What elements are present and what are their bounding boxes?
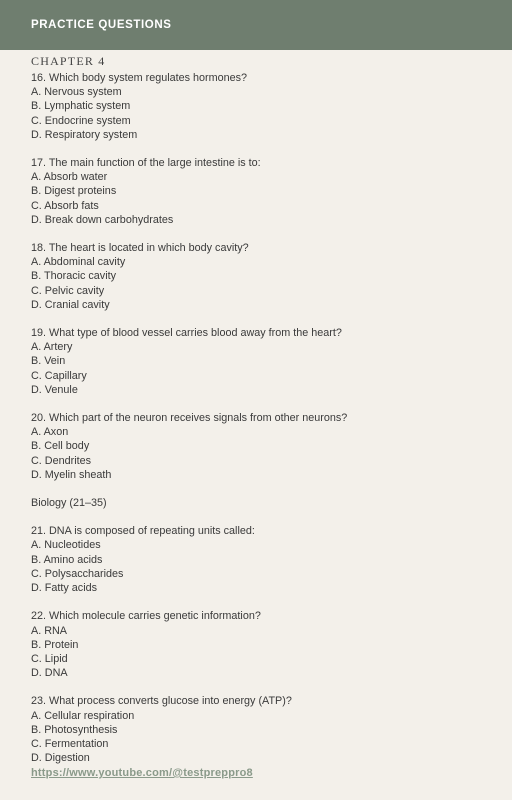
answer-option: D. Venule (31, 383, 78, 396)
question-text: 21. DNA is composed of repeating units called: (31, 525, 255, 538)
content (0, 50, 512, 765)
question-list-a (31, 71, 481, 482)
question-block (31, 411, 481, 482)
answer-option: C. Dendrites (31, 454, 92, 467)
answer-option: B. Digest proteins (31, 185, 117, 198)
answer-option: C. Endocrine system (31, 114, 131, 127)
question-block (31, 524, 481, 595)
answer-option: A. Nervous system (31, 86, 122, 99)
answer-option: C. Polysaccharides (31, 567, 124, 580)
question-text: 19. What type of blood vessel carries blood away from the heart? (31, 327, 342, 340)
answer-option: C. Fermentation (31, 737, 109, 750)
answer-option: D. Fatty acids (31, 582, 97, 595)
question-text: 16. Which body system regulates hormones? (31, 72, 248, 84)
answer-option: D. Myelin sheath (31, 468, 112, 481)
question-text: 20. Which part of the neuron receives signals from other neurons? (31, 412, 348, 425)
question-text: 22. Which molecule carries genetic information? (31, 610, 261, 623)
answer-option: A. Absorb water (31, 171, 108, 184)
question-list-b (31, 524, 481, 765)
answer-option: B. Lymphatic system (31, 100, 131, 113)
answer-option: B. Vein (31, 355, 66, 368)
answer-option: C. Capillary (31, 369, 87, 382)
question-block (31, 241, 481, 312)
answer-option: D. Break down carbohydrates (31, 213, 174, 226)
youtube-link[interactable]: https://www.youtube.com/@testpreppro8 (31, 767, 253, 779)
answer-option: A. Abdominal cavity (31, 256, 126, 269)
question-block (31, 71, 481, 142)
answer-option: A. Artery (31, 341, 73, 354)
answer-option: D. Cranial cavity (31, 298, 110, 311)
answer-option: B. Thoracic cavity (31, 270, 117, 283)
answer-option: A. Axon (31, 426, 69, 439)
answer-option: A. RNA (31, 624, 67, 637)
section-label: Biology (21–35) (31, 497, 107, 510)
answer-option: A. Nucleotides (31, 539, 101, 552)
answer-option: C. Absorb fats (31, 199, 99, 212)
question-text: 17. The main function of the large intestine is to: (31, 157, 261, 170)
question-text: 23. What process converts glucose into energy (ATP)? (31, 695, 292, 708)
answer-option: D. DNA (31, 667, 68, 680)
answer-option: D. Respiratory system (31, 128, 138, 141)
question-block (31, 609, 481, 680)
question-block (31, 156, 481, 227)
question-block (31, 326, 481, 397)
answer-option: D. Digestion (31, 752, 90, 765)
answer-option: B. Protein (31, 638, 79, 651)
header-bar (0, 0, 512, 50)
header-title: PRACTICE QUESTIONS (31, 19, 172, 31)
answer-option: A. Cellular respiration (31, 709, 135, 722)
answer-option: C. Pelvic cavity (31, 284, 105, 297)
question-block (31, 694, 481, 765)
chapter-heading: CHAPTER 4 (31, 54, 106, 68)
answer-option: B. Cell body (31, 440, 90, 453)
answer-option: B. Amino acids (31, 553, 103, 566)
question-text: 18. The heart is located in which body cavity? (31, 242, 249, 255)
answer-option: C. Lipid (31, 652, 68, 665)
answer-option: B. Photosynthesis (31, 723, 118, 736)
